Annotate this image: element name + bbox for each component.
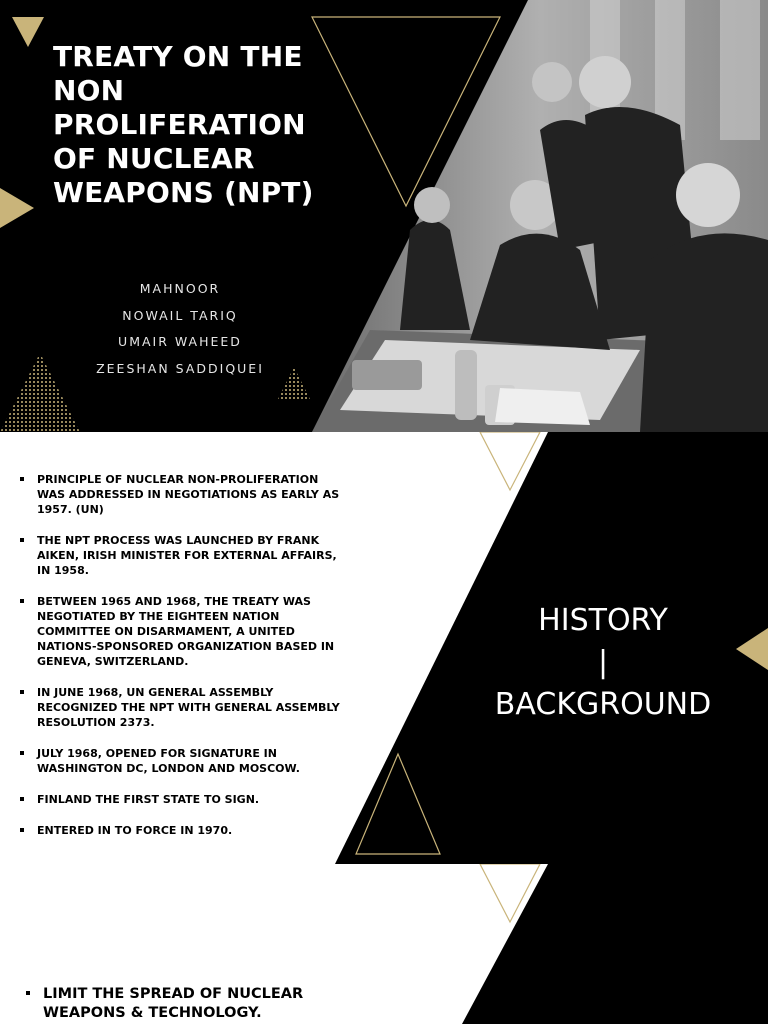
signing-photo — [312, 0, 768, 432]
section-title — [478, 600, 728, 726]
author-name: NOWAIL TARIQ — [122, 307, 238, 323]
section-title-line: HISTORY — [538, 603, 668, 638]
list-item: IN JUNE 1968, UN GENERAL ASSEMBLY RECOGNIZED THE NPT WITH GENERAL ASSEMBLY RESOLUTION 2373. — [20, 685, 345, 730]
section-title-separator: | — [597, 645, 609, 680]
author-name: MAHNOOR — [139, 281, 221, 296]
gold-arrow-triangle — [0, 188, 34, 228]
list-item: JULY 1968, OPENED FOR SIGNATURE IN WASHINGTON DC, LONDON AND MOSCOW. — [20, 746, 345, 776]
author-name: UMAIR WAHEED — [118, 334, 242, 350]
list-item: ENTERED IN TO FORCE IN 1970. — [20, 823, 345, 838]
author-name: ZEESHAN SADDIQUEI — [96, 361, 264, 377]
section-title-line: BACKGROUND — [494, 687, 712, 722]
black-panel — [462, 864, 768, 1024]
list-item: BETWEEN 1965 AND 1968, THE TREATY WAS NEGOTIATED BY THE EIGHTEEN NATION COMMITTEE ON DISARMAMENT, A UNITED NATIONS-SPONSORED ORGANIZATION BASED IN GENEVA, SWITZERLAND. — [20, 594, 345, 669]
title-slide — [0, 0, 768, 432]
history-bullet-list — [20, 472, 345, 854]
small-gold-triangle — [12, 17, 44, 47]
list-item: PRINCIPLE OF NUCLEAR NON-PROLIFERATION WAS ADDRESSED IN NEGOTIATIONS AS EARLY AS 1957. (UN) — [20, 472, 345, 517]
history-slide — [0, 432, 768, 864]
objective-bullet-list — [26, 985, 326, 1023]
author-list — [60, 282, 300, 389]
list-item: FINLAND THE FIRST STATE TO SIGN. — [20, 792, 345, 807]
presentation-title: TREATY ON THE NON PROLIFERATION OF NUCLEAR WEAPONS (NPT) — [53, 40, 314, 209]
list-item: LIMIT THE SPREAD OF NUCLEAR WEAPONS & TECHNOLOGY. — [26, 985, 326, 1023]
list-item: THE NPT PROCESS WAS LAUNCHED BY FRANK AIKEN, IRISH MINISTER FOR EXTERNAL AFFAIRS, IN 1958. — [20, 533, 345, 578]
objectives-slide — [0, 864, 768, 1024]
